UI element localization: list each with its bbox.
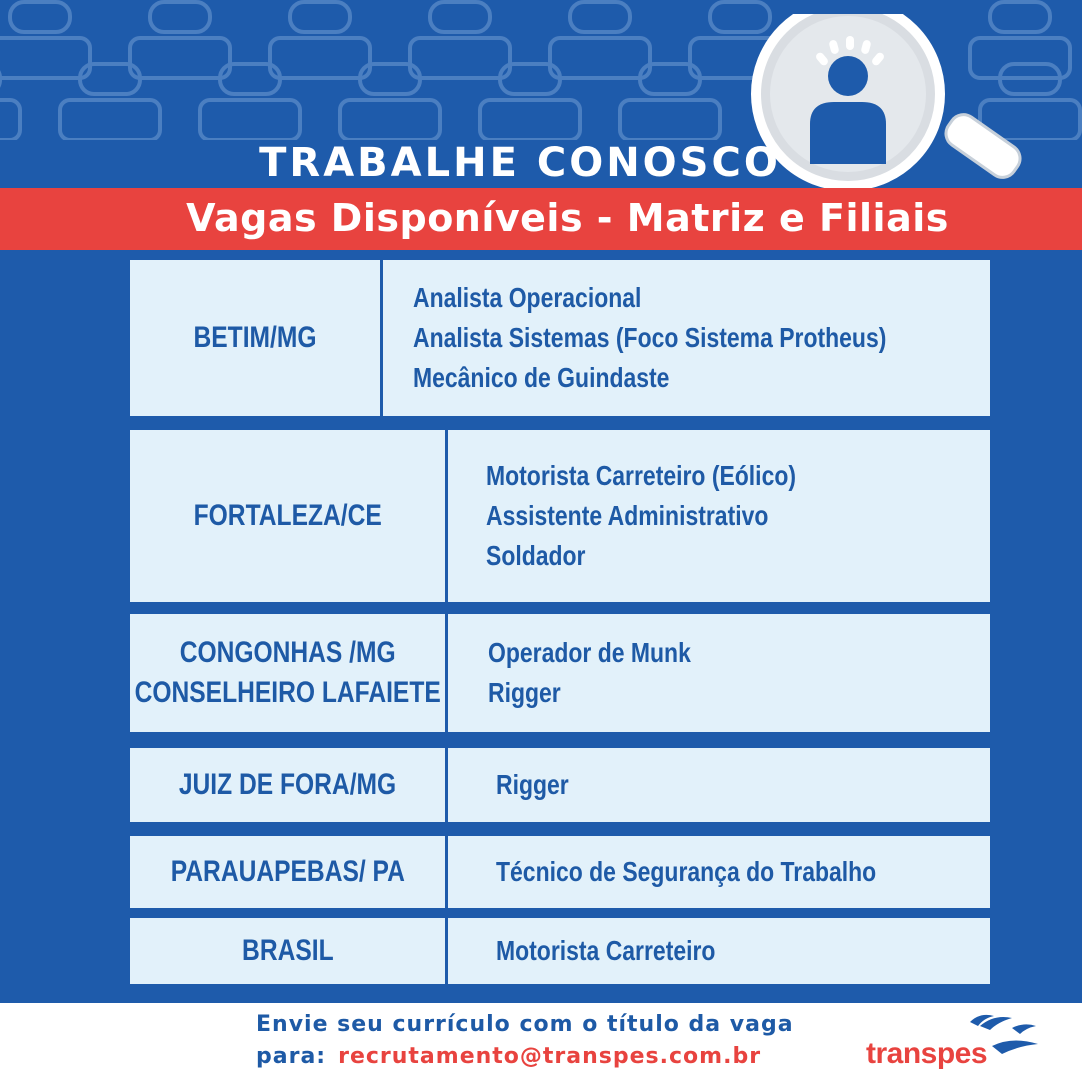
city-cell bbox=[130, 748, 445, 822]
city-cell bbox=[130, 836, 445, 908]
job-item: Rigger bbox=[488, 677, 561, 708]
jobs-cell bbox=[383, 260, 990, 416]
job-item: Analista Sistemas (Foco Sistema Protheus) bbox=[412, 322, 887, 353]
email-link[interactable]: recrutamento@transpes.com.br bbox=[338, 1044, 762, 1069]
city-label: CONSELHEIRO LAFAIETE bbox=[134, 676, 441, 709]
city-label: PARAUAPEBAS/ PA bbox=[170, 855, 405, 888]
city-label: BETIM/MG bbox=[193, 321, 317, 354]
table-row bbox=[130, 260, 990, 416]
job-item: Soldador bbox=[486, 540, 586, 571]
job-item: Motorista Carreteiro (Eólico) bbox=[486, 460, 797, 491]
jobs-cell bbox=[448, 614, 990, 732]
footer-contact bbox=[256, 1044, 761, 1069]
job-item: Operador de Munk bbox=[488, 637, 691, 668]
city-label: CONGONHAS /MG bbox=[179, 636, 396, 669]
city-cell bbox=[130, 918, 445, 984]
job-item: Técnico de Segurança do Trabalho bbox=[496, 856, 877, 887]
job-item: Motorista Carreteiro bbox=[496, 935, 716, 966]
city-cell bbox=[130, 260, 380, 416]
table-row bbox=[130, 836, 990, 908]
table-row bbox=[130, 918, 990, 984]
jobs-cell bbox=[448, 918, 990, 984]
page-title: TRABALHE CONOSCO bbox=[259, 140, 781, 186]
job-item: Mecânico de Guindaste bbox=[412, 362, 670, 393]
table-row bbox=[130, 748, 990, 822]
footer-para-label: para: bbox=[256, 1044, 327, 1069]
city-cell bbox=[130, 614, 445, 732]
job-item: Rigger bbox=[496, 769, 569, 800]
city-label: BRASIL bbox=[241, 934, 334, 967]
footer-instruction: Envie seu currículo com o título da vaga bbox=[256, 1012, 794, 1037]
jobs-cell bbox=[448, 430, 990, 602]
table-row bbox=[130, 430, 990, 602]
page-subtitle: Vagas Disponíveis - Matriz e Filiais bbox=[186, 196, 949, 240]
logo-text: transpes bbox=[866, 1037, 988, 1070]
job-item: Analista Operacional bbox=[412, 282, 642, 313]
jobs-cell bbox=[448, 748, 990, 822]
city-label: JUIZ DE FORA/MG bbox=[178, 768, 397, 801]
jobs-cell bbox=[448, 836, 990, 908]
job-item: Assistente Administrativo bbox=[486, 500, 769, 531]
city-label: FORTALEZA/CE bbox=[193, 499, 382, 532]
city-cell bbox=[130, 430, 445, 602]
table-row bbox=[130, 614, 990, 732]
